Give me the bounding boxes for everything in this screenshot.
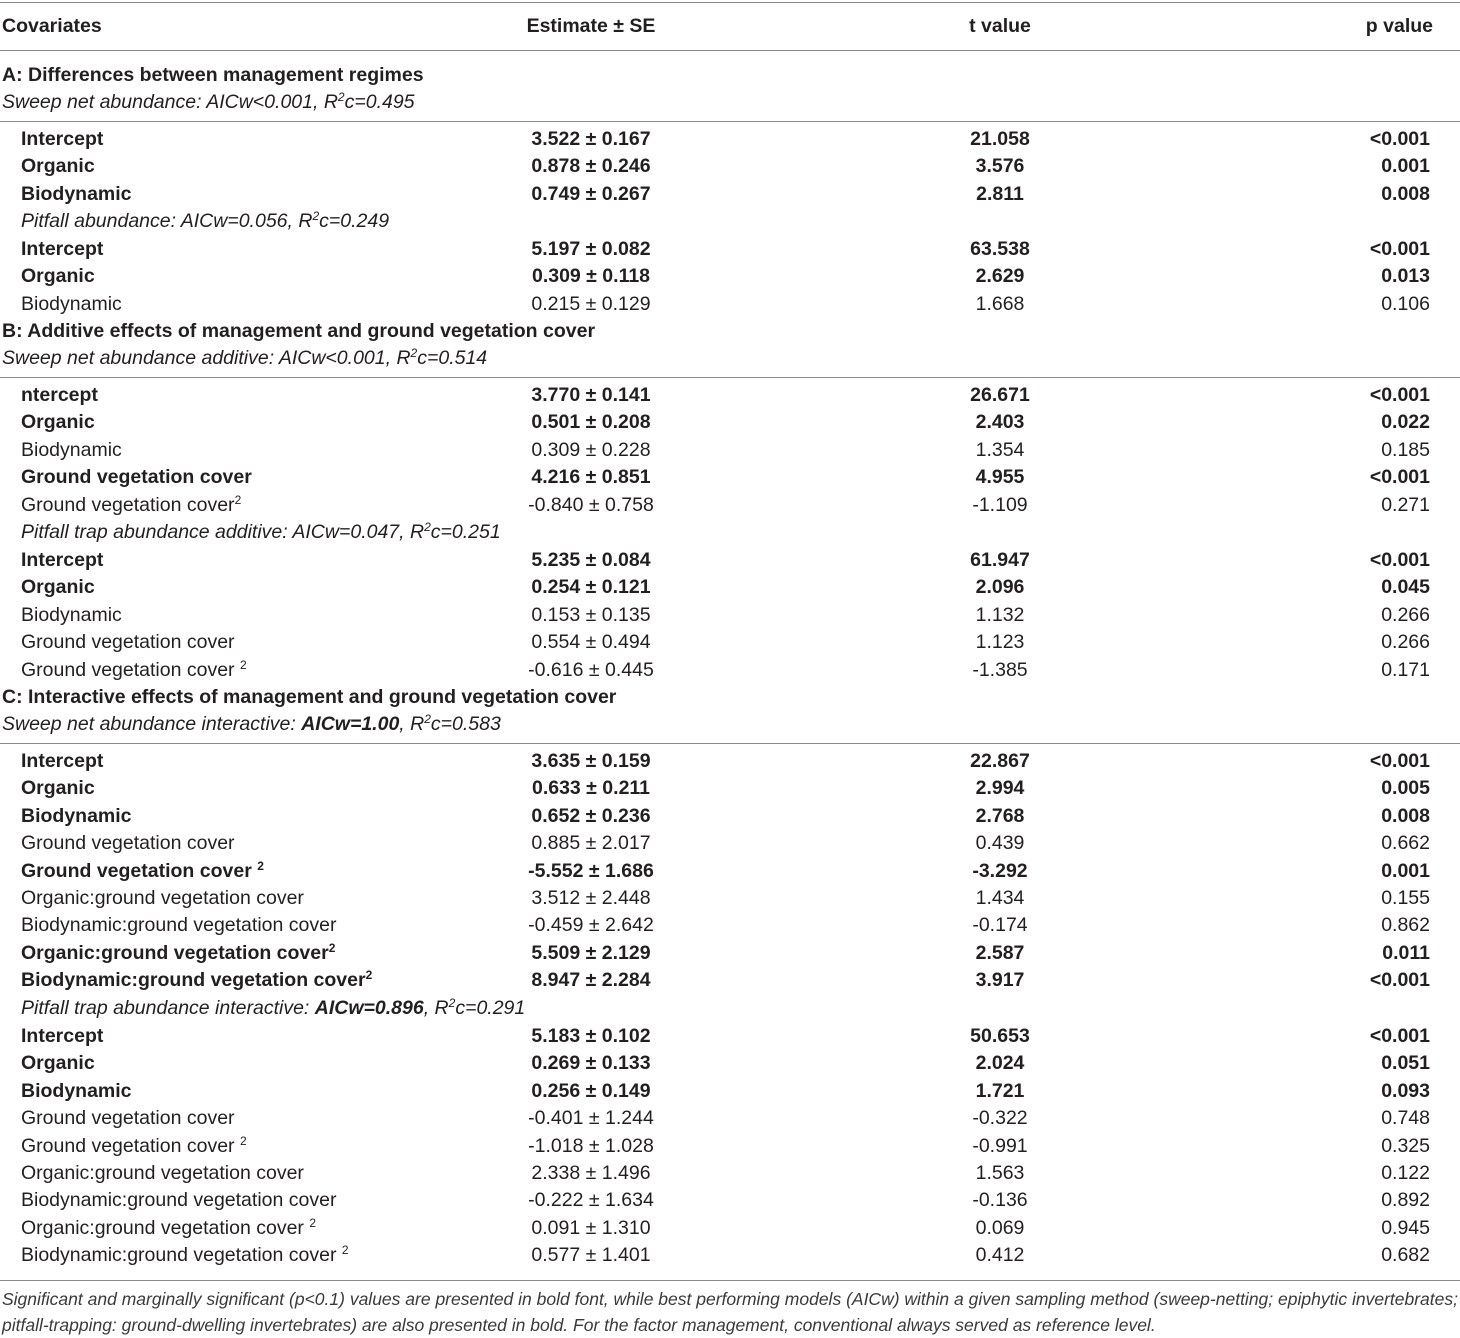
model-label: Sweep net abundance interactive: (2, 713, 302, 735)
covariate-superscript: 2 (239, 1134, 247, 1148)
estimate-cell: 0.215 ± 0.129 (531, 293, 651, 315)
section-title-b: B: Additive effects of management and ground vegetation cover (2, 320, 596, 342)
p-value-cell: 0.171 (1381, 659, 1430, 681)
covariate-superscript: 2 (341, 1243, 349, 1257)
p-value-cell: 0.011 (1382, 942, 1430, 964)
table-row (0, 940, 1460, 967)
pitfall-model-line (21, 208, 389, 235)
p-value-cell: <0.001 (1369, 466, 1430, 488)
t-value-cell: 1.132 (975, 604, 1025, 626)
estimate-cell: 0.577 ± 1.401 (531, 1244, 651, 1266)
table-row (0, 382, 1460, 409)
table-row (0, 547, 1460, 574)
estimate-cell: -0.616 ± 0.445 (528, 659, 654, 681)
covariate-cell: Organic:ground vegetation cover (21, 887, 304, 909)
t-value-cell: -3.292 (972, 860, 1028, 882)
covariate-cell: Ground vegetation cover $^2$ (21, 1134, 247, 1157)
model-r2-value: c=0.249 (319, 210, 390, 232)
table-row (0, 126, 1460, 153)
t-value-cell: 26.671 (970, 384, 1030, 406)
p-value-cell: <0.001 (1369, 969, 1430, 991)
t-value-cell: -1.109 (972, 494, 1028, 516)
covariate-superscript: 2 (239, 658, 247, 672)
p-value-cell: 0.013 (1381, 265, 1430, 287)
estimate-cell: 0.652 ± 0.236 (531, 805, 651, 827)
t-value-cell: 2.811 (976, 183, 1024, 205)
estimate-cell: -5.552 ± 1.686 (528, 860, 654, 882)
p-value-cell: 0.008 (1381, 805, 1430, 827)
estimate-cell: 0.256 ± 0.149 (531, 1080, 651, 1102)
covariate-cell: Organic (21, 411, 95, 433)
t-value-cell: 2.768 (975, 805, 1025, 827)
estimate-cell: 0.254 ± 0.121 (531, 576, 651, 598)
table-row (0, 291, 1460, 318)
estimate-cell: 0.749 ± 0.267 (531, 183, 651, 205)
covariate-cell: Intercept (21, 128, 104, 150)
t-value-cell: 0.412 (975, 1244, 1025, 1266)
table-header-row (0, 13, 1460, 40)
p-value-cell: 0.045 (1381, 576, 1430, 598)
model-r-label: , R (385, 347, 411, 369)
estimate-cell: 4.216 ± 0.851 (531, 466, 651, 488)
t-value-cell: -0.991 (972, 1135, 1028, 1157)
covariate-cell: Organic (21, 576, 95, 598)
estimate-cell: 3.770 ± 0.141 (531, 384, 651, 406)
covariate-superscript: 2 (309, 1216, 317, 1230)
pitfall-model-line (21, 995, 525, 1022)
table-row (0, 437, 1460, 464)
section-rule (0, 743, 1460, 744)
table-top-rule (0, 2, 1460, 3)
model-r-label: , R (287, 210, 313, 232)
model-r-label: , R (399, 713, 425, 735)
estimate-cell: 5.509 ± 2.129 (531, 942, 651, 964)
p-value-cell: 0.748 (1381, 1107, 1430, 1129)
t-value-cell: 2.629 (975, 265, 1025, 287)
p-value-cell: 0.892 (1381, 1189, 1430, 1211)
t-value-cell: 2.994 (975, 777, 1025, 799)
model-aicw: AICw=0.047 (292, 521, 400, 543)
covariate-cell: Ground vegetation cover (21, 631, 235, 653)
covariate-superscript: 2 (328, 941, 336, 955)
p-value-cell: <0.001 (1369, 1025, 1430, 1047)
t-value-cell: 0.439 (975, 832, 1025, 854)
estimate-cell: 0.309 ± 0.118 (531, 265, 651, 287)
p-value-cell: 0.008 (1381, 183, 1430, 205)
sweep-model-line (2, 711, 501, 738)
model-aicw: AICw=0.896 (314, 997, 424, 1019)
header-p-value: p value (1365, 15, 1433, 37)
p-value-cell: 0.005 (1381, 777, 1430, 799)
header-bottom-rule (0, 50, 1460, 51)
table-row (0, 236, 1460, 263)
table-row (0, 748, 1460, 775)
t-value-cell: 1.563 (975, 1162, 1025, 1184)
table-row (0, 1050, 1460, 1077)
model-label: Pitfall trap abundance interactive: (21, 997, 315, 1019)
table-row (0, 1215, 1460, 1242)
table-row (0, 1133, 1460, 1160)
table-row (0, 464, 1460, 491)
covariate-cell: Organic (21, 1052, 95, 1074)
t-value-cell: 2.587 (975, 942, 1025, 964)
model-label: Sweep net abundance additive: (2, 347, 279, 369)
estimate-cell: 5.235 ± 0.084 (531, 549, 651, 571)
t-value-cell: 63.538 (970, 238, 1030, 260)
estimate-cell: 0.091 ± 1.310 (531, 1217, 651, 1239)
estimate-cell: -0.459 ± 2.642 (528, 914, 654, 936)
model-r-label: , R (312, 91, 338, 113)
p-value-cell: 0.662 (1381, 832, 1430, 854)
table-row (0, 775, 1460, 802)
p-value-cell: 0.325 (1381, 1135, 1430, 1157)
table-row (0, 602, 1460, 629)
estimate-cell: 0.269 ± 0.133 (531, 1052, 651, 1074)
covariate-cell: Biodynamic (21, 293, 122, 315)
model-r2-value: c=0.583 (430, 713, 501, 735)
covariate-cell: Organic (21, 155, 95, 177)
p-value-cell: 0.185 (1381, 439, 1430, 461)
table-row (0, 967, 1460, 994)
covariate-cell: Intercept (21, 1025, 104, 1047)
covariate-cell: Biodynamic (21, 1080, 132, 1102)
covariate-cell: Organic:ground vegetation cover$^2$ (21, 941, 336, 964)
model-r-superscript: 2 (424, 520, 431, 534)
t-value-cell: 3.576 (975, 155, 1025, 177)
table-row (0, 912, 1460, 939)
t-value-cell: 1.123 (975, 631, 1025, 653)
p-value-cell: 0.266 (1381, 631, 1430, 653)
section-rule (0, 121, 1460, 122)
section-rule (0, 377, 1460, 378)
p-value-cell: 0.122 (1381, 1162, 1430, 1184)
estimate-cell: 5.183 ± 0.102 (531, 1025, 651, 1047)
table-row (0, 1023, 1460, 1050)
model-aicw: AICw<0.001 (206, 91, 313, 113)
model-r2-value: c=0.514 (417, 347, 488, 369)
table-row (0, 409, 1460, 436)
table-row (0, 153, 1460, 180)
covariate-cell: Biodynamic (21, 183, 132, 205)
sweep-model-line (2, 345, 487, 372)
covariate-cell: Organic (21, 777, 95, 799)
estimate-cell: 0.554 ± 0.494 (531, 631, 651, 653)
covariate-cell: Intercept (21, 549, 104, 571)
table-row (0, 1105, 1460, 1132)
t-value-cell: 22.867 (970, 750, 1030, 772)
p-value-cell: <0.001 (1369, 750, 1430, 772)
t-value-cell: 2.403 (975, 411, 1025, 433)
covariate-cell: Biodynamic (21, 604, 122, 626)
t-value-cell: -0.136 (972, 1189, 1028, 1211)
t-value-cell: -1.385 (972, 659, 1028, 681)
table-row (0, 629, 1460, 656)
p-value-cell: 0.093 (1381, 1080, 1430, 1102)
p-value-cell: 0.271 (1381, 494, 1430, 516)
sweep-model-line (2, 89, 415, 116)
estimate-cell: 0.885 ± 2.017 (531, 832, 651, 854)
table-row (0, 803, 1460, 830)
header-t-value: t value (969, 15, 1031, 37)
covariate-superscript: 2 (234, 493, 242, 507)
header-covariates: Covariates (2, 15, 102, 37)
t-value-cell: 50.653 (970, 1025, 1030, 1047)
table-row (0, 1242, 1460, 1269)
table-row (0, 1187, 1460, 1214)
p-value-cell: <0.001 (1369, 238, 1430, 260)
p-value-cell: 0.862 (1381, 914, 1430, 936)
estimate-cell: -0.840 ± 0.758 (528, 494, 654, 516)
estimate-cell: 3.512 ± 2.448 (531, 887, 651, 909)
p-value-cell: 0.001 (1381, 155, 1430, 177)
p-value-cell: 0.106 (1381, 293, 1430, 315)
t-value-cell: -0.174 (972, 914, 1028, 936)
t-value-cell: 4.955 (975, 466, 1025, 488)
covariate-cell: Ground vegetation cover $^2$ (21, 859, 264, 882)
covariate-cell: Organic:ground vegetation cover $^2$ (21, 1216, 317, 1239)
estimate-cell: 2.338 ± 1.496 (531, 1162, 651, 1184)
table-row (0, 1160, 1460, 1187)
p-value-cell: 0.682 (1381, 1244, 1430, 1266)
table-row (0, 830, 1460, 857)
estimate-cell: 8.947 ± 2.284 (531, 969, 651, 991)
model-r2-value: c=0.495 (344, 91, 415, 113)
estimate-cell: 0.501 ± 0.208 (531, 411, 651, 433)
estimate-cell: 5.197 ± 0.082 (531, 238, 651, 260)
model-label: Pitfall trap abundance additive: (21, 521, 293, 543)
covariate-superscript: 2 (365, 968, 373, 982)
section-title-a: A: Differences between management regimes (2, 64, 424, 86)
p-value-cell: <0.001 (1369, 128, 1430, 150)
estimate-cell: 0.153 ± 0.135 (531, 604, 651, 626)
estimate-cell: 3.635 ± 0.159 (531, 750, 651, 772)
estimate-cell: 0.633 ± 0.211 (531, 777, 651, 799)
covariate-cell: ntercept (21, 384, 98, 406)
covariate-cell: Ground vegetation cover (21, 466, 252, 488)
t-value-cell: 21.058 (970, 128, 1030, 150)
covariate-cell: Organic:ground vegetation cover (21, 1162, 304, 1184)
table-row (0, 1078, 1460, 1105)
p-value-cell: <0.001 (1369, 549, 1430, 571)
t-value-cell: 3.917 (975, 969, 1025, 991)
t-value-cell: 2.096 (975, 576, 1025, 598)
table-row (0, 657, 1460, 684)
t-value-cell: 1.668 (975, 293, 1025, 315)
model-aicw: AICw<0.001 (278, 347, 386, 369)
model-label: Sweep net abundance: (2, 91, 207, 113)
estimate-cell: 0.309 ± 0.228 (531, 439, 651, 461)
pitfall-model-line (21, 519, 501, 546)
t-value-cell: -0.322 (972, 1107, 1028, 1129)
estimate-cell: -0.222 ± 1.634 (528, 1189, 654, 1211)
table-bottom-rule (0, 1280, 1460, 1281)
covariate-cell: Biodynamic (21, 439, 122, 461)
covariate-superscript: 2 (257, 859, 264, 873)
covariate-cell: Ground vegetation cover (21, 832, 235, 854)
model-r-superscript: 2 (424, 712, 431, 726)
model-r-superscript: 2 (410, 346, 418, 360)
model-r2-value: c=0.251 (430, 521, 501, 543)
t-value-cell: 1.354 (975, 439, 1025, 461)
covariate-cell: Biodynamic (21, 805, 132, 827)
p-value-cell: 0.155 (1381, 887, 1430, 909)
header-estimate: Estimate ± SE (526, 15, 656, 37)
covariate-cell: Biodynamic:ground vegetation cover (21, 1189, 337, 1211)
covariate-cell: Biodynamic:ground vegetation cover $^2$ (21, 1243, 349, 1266)
t-value-cell: 1.434 (975, 887, 1025, 909)
model-r-superscript: 2 (312, 209, 320, 223)
table-row (0, 858, 1460, 885)
model-aicw: AICw=1.00 (301, 713, 400, 735)
covariate-cell: Biodynamic:ground vegetation cover$^2$ (21, 968, 373, 991)
covariate-cell: Intercept (21, 238, 104, 260)
model-aicw: AICw=0.056 (180, 210, 288, 232)
table-row (0, 492, 1460, 519)
section-title-c: C: Interactive effects of management and ground vegetation cover (2, 686, 617, 708)
model-label: Pitfall abundance: (21, 210, 181, 232)
table-row (0, 885, 1460, 912)
estimate-cell: -1.018 ± 1.028 (528, 1135, 654, 1157)
covariate-cell: Ground vegetation cover (21, 1107, 235, 1129)
p-value-cell: 0.022 (1381, 411, 1430, 433)
t-value-cell: 0.069 (975, 1217, 1025, 1239)
covariate-cell: Intercept (21, 750, 104, 772)
table-row (0, 181, 1460, 208)
p-value-cell: <0.001 (1369, 384, 1430, 406)
table-footnote: Significant and marginally significant (p<0.1) values are presented in bold font, while best performing models (AICw) within a given sampling method (sweep-netting; epiphytic invertebrates; pitfall-trapping: ground-dwelling invertebrates) are also presented in bold. For the factor management, conventional always served as reference level. (2, 1289, 1458, 1335)
estimate-cell: 3.522 ± 0.167 (531, 128, 651, 150)
covariate-cell: Ground vegetation cover$^2$ (21, 493, 242, 516)
p-value-cell: 0.001 (1381, 860, 1430, 882)
estimate-cell: -0.401 ± 1.244 (528, 1107, 654, 1129)
t-value-cell: 61.947 (970, 549, 1030, 571)
t-value-cell: 1.721 (975, 1080, 1025, 1102)
estimate-cell: 0.878 ± 0.246 (531, 155, 651, 177)
table-row (0, 263, 1460, 290)
table-row (0, 574, 1460, 601)
covariate-cell: Biodynamic:ground vegetation cover (21, 914, 337, 936)
model-r-superscript: 2 (337, 90, 345, 104)
model-r2-value: c=0.291 (455, 997, 526, 1019)
model-r-superscript: 2 (448, 996, 456, 1010)
model-r-label: , R (423, 997, 449, 1019)
p-value-cell: 0.266 (1381, 604, 1430, 626)
p-value-cell: 0.051 (1381, 1052, 1430, 1074)
covariate-cell: Ground vegetation cover $^2$ (21, 658, 247, 681)
p-value-cell: 0.945 (1381, 1217, 1430, 1239)
covariate-cell: Organic (21, 265, 95, 287)
t-value-cell: 2.024 (975, 1052, 1025, 1074)
model-r-label: , R (399, 521, 425, 543)
